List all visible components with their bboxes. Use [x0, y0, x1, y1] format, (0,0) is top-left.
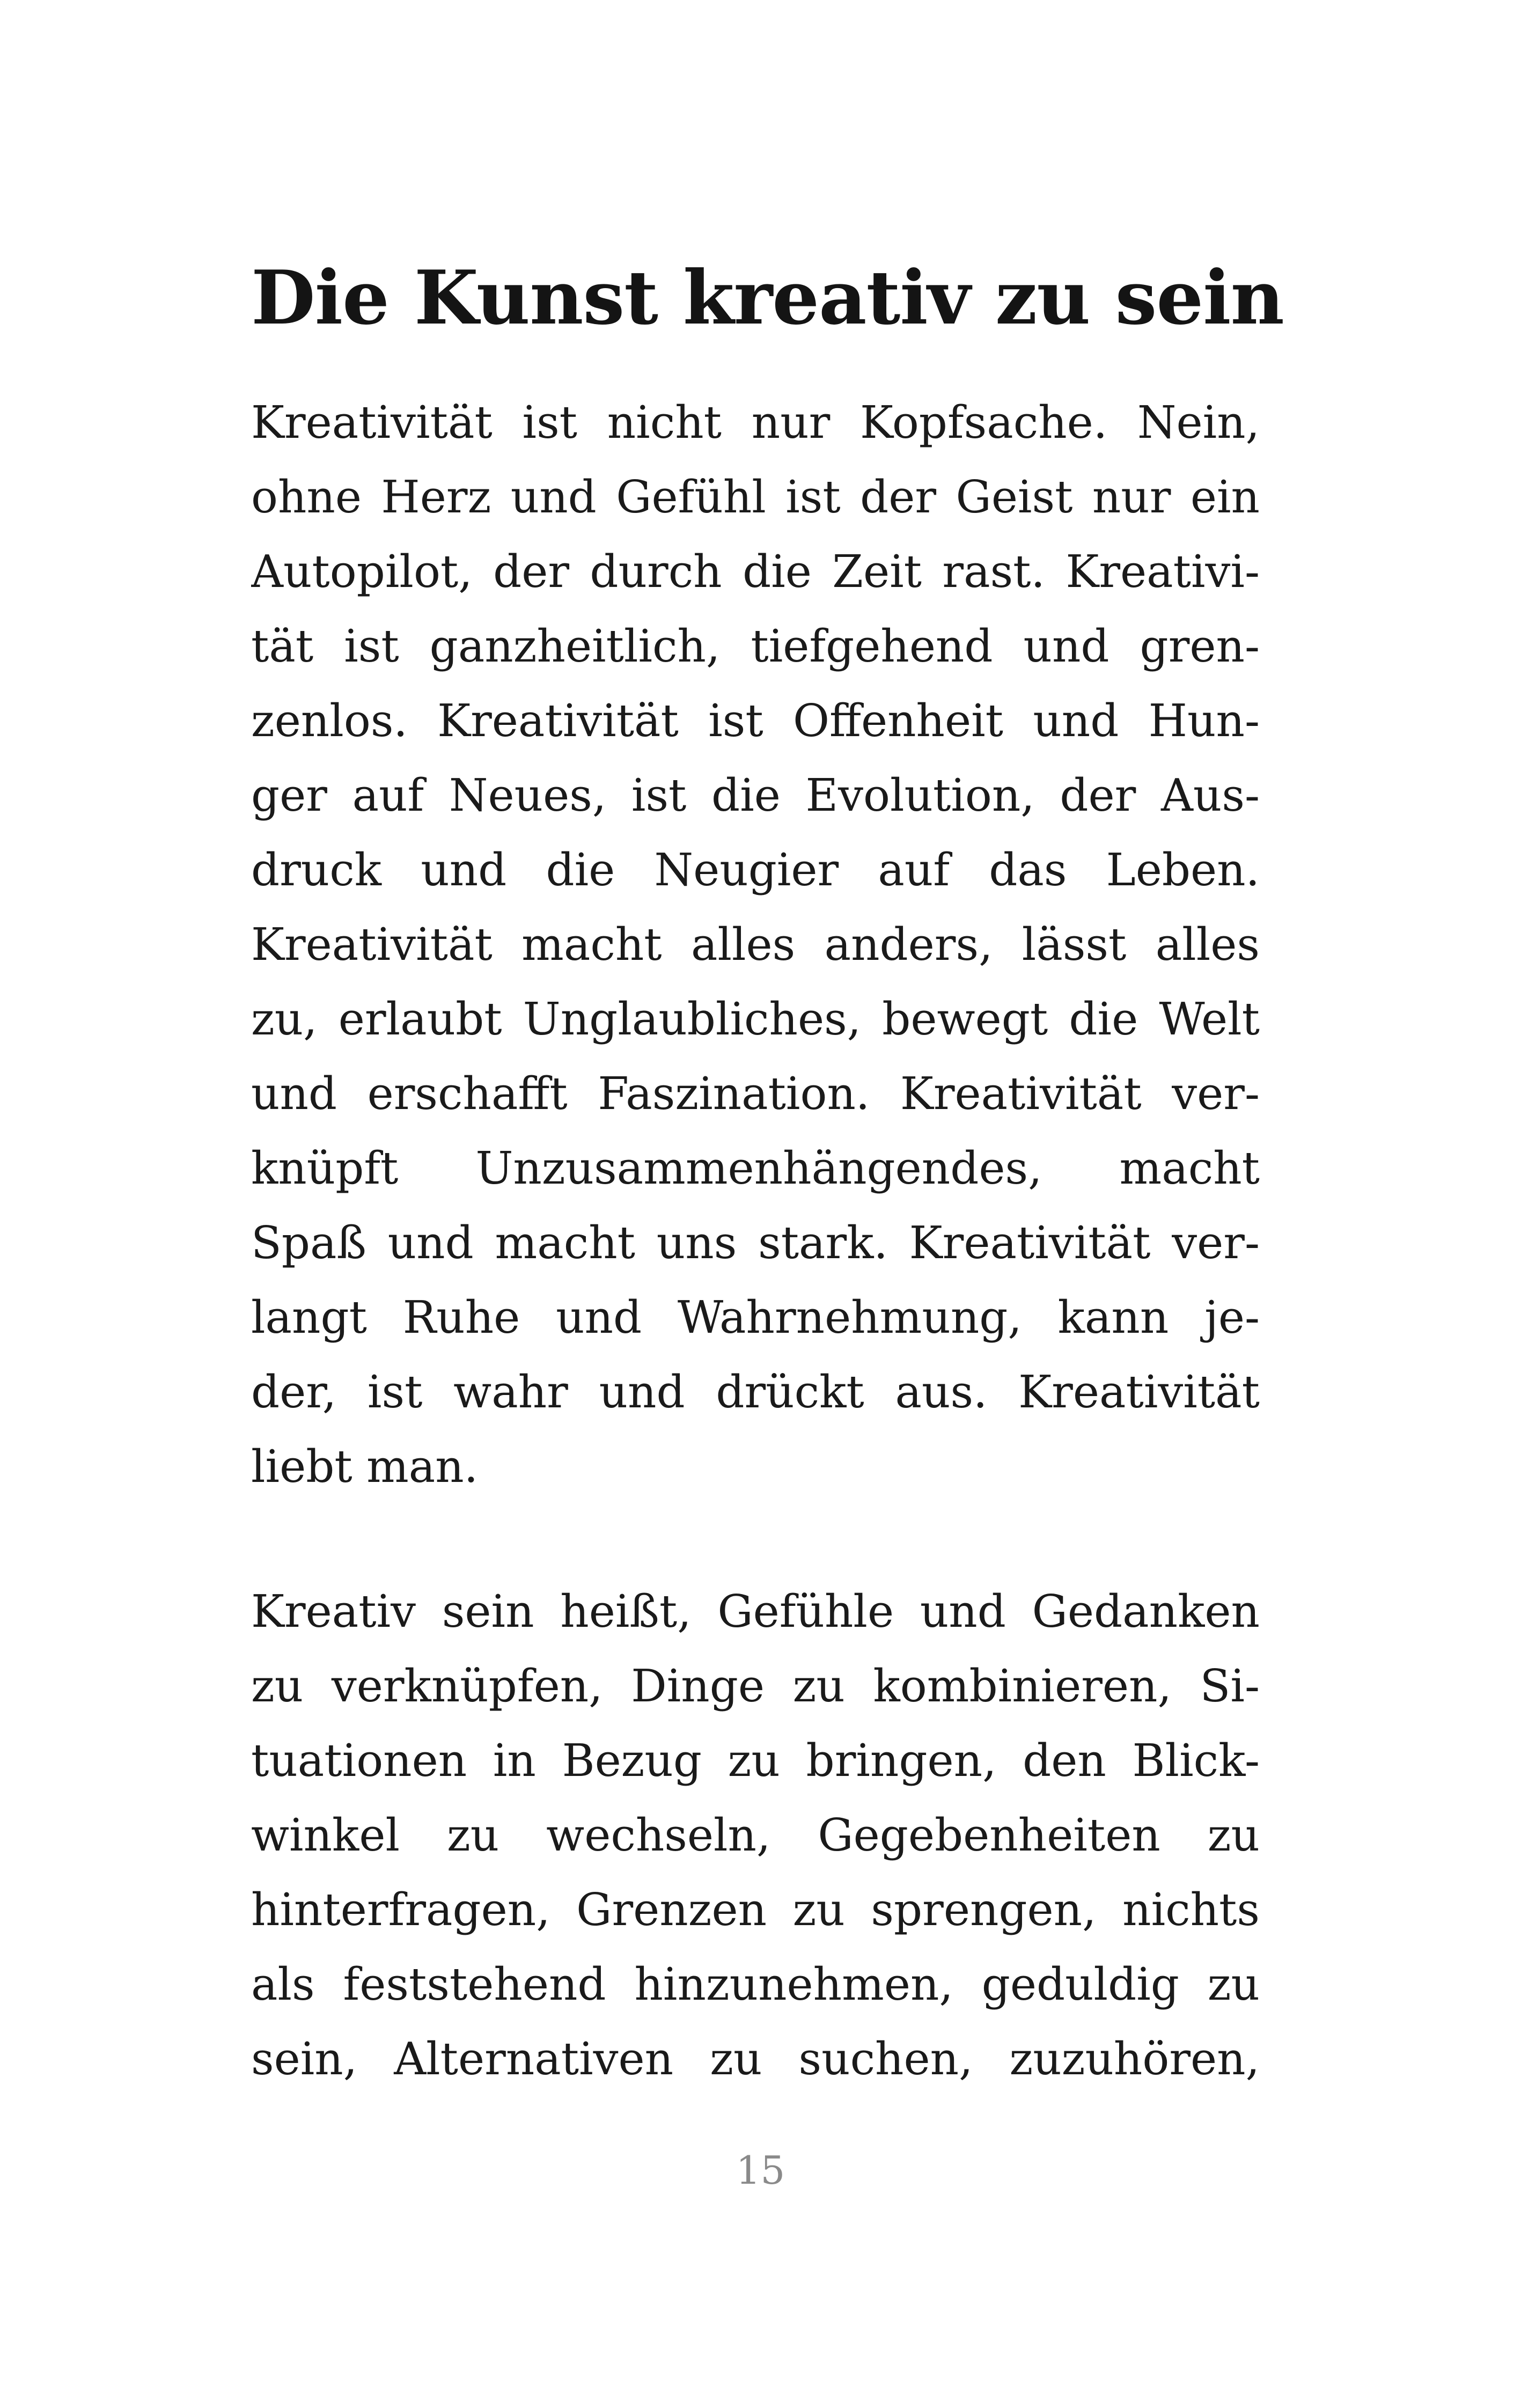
page-number: 15 [736, 2148, 785, 2193]
paragraph-1 [251, 385, 1260, 1504]
text-line: als feststehend hinzunehmen, geduldig zu [251, 1958, 1260, 2010]
text-line: zu, erlaubt Unglaubliches, bewegt die Welt [251, 993, 1260, 1045]
text-line: zenlos. Kreativität ist Offenheit und Hun- [251, 695, 1260, 747]
text-line: hinterfragen, Grenzen zu sprengen, nichts [251, 1884, 1260, 1936]
text-line: Kreativität macht alles anders, lässt alles [251, 919, 1260, 971]
paragraph-2 [251, 1574, 1260, 2096]
text-line: winkel zu wechseln, Gegebenheiten zu [251, 1809, 1260, 1861]
text-line: ohne Herz und Gefühl ist der Geist nur ein [251, 471, 1260, 523]
text-line: der, ist wahr und drückt aus. Kreativität [251, 1366, 1260, 1418]
text-line: Kreativ sein heißt, Gefühle und Gedanken [251, 1585, 1260, 1638]
text-line: druck und die Neugier auf das Leben. [251, 844, 1260, 896]
text-line: und erschafft Faszination. Kreativität ver- [251, 1068, 1260, 1120]
text-line: Spaß und macht uns stark. Kreativität ver- [251, 1217, 1260, 1269]
text-line: knüpft Unzusammenhängendes, macht [251, 1142, 1260, 1194]
text-line: zu verknüpfen, Dinge zu kombinieren, Si- [251, 1660, 1260, 1712]
text-line: liebt man. [251, 1441, 479, 1493]
text-line: ger auf Neues, ist die Evolution, der Aus- [251, 769, 1260, 821]
text-line: Kreativität ist nicht nur Kopfsache. Nein, [251, 397, 1260, 449]
text-line: tuationen in Bezug zu bringen, den Blick- [251, 1735, 1260, 1787]
chapter-title: Die Kunst kreativ zu sein [251, 254, 1284, 341]
text-line: Autopilot, der durch die Zeit rast. Kreativi- [251, 546, 1260, 598]
text-line: sein, Alternativen zu suchen, zuzuhören, [251, 2033, 1260, 2085]
text-line: langt Ruhe und Wahrnehmung, kann je- [251, 1291, 1260, 1344]
text-line: tät ist ganzheitlich, tiefgehend und gren- [251, 620, 1260, 672]
